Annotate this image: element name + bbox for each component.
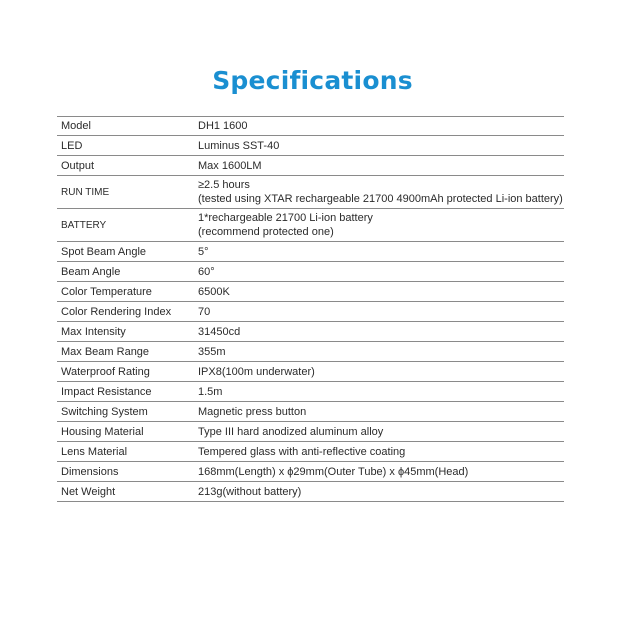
spec-value-line: DH1 1600: [198, 120, 248, 132]
spec-value: [198, 325, 564, 339]
spec-value: [198, 305, 564, 319]
spec-value: [198, 139, 564, 153]
spec-value-line: Magnetic press button: [198, 405, 307, 418]
spec-value-line: 60°: [198, 265, 215, 278]
spec-label: LED: [61, 139, 83, 152]
table-row-run-time: [57, 176, 564, 209]
spec-label: Dimensions: [61, 465, 119, 478]
spec-value-line: 5°: [198, 245, 209, 258]
table-row-impact-resistance: [57, 382, 564, 402]
table-row-max-intensity: [57, 322, 564, 342]
table-row-battery: [57, 209, 564, 242]
table-row-color-rendering-index: [57, 302, 564, 322]
spec-label: Max Intensity: [61, 325, 126, 338]
spec-label: Waterproof Rating: [61, 365, 150, 378]
spec-label: Net Weight: [61, 485, 116, 498]
spec-value-line: Type III hard anodized aluminum alloy: [198, 425, 384, 438]
spec-value-line: Luminus SST-40: [198, 139, 280, 152]
spec-label: RUN TIME: [61, 186, 110, 198]
spec-value: [198, 345, 564, 359]
spec-value: [198, 485, 564, 499]
spec-value-line: Tempered glass with anti-reflective coating: [198, 445, 406, 458]
table-row-dimensions: [57, 462, 564, 482]
spec-label: Color Temperature: [61, 285, 152, 298]
table-row-waterproof-rating: [57, 362, 564, 382]
table-row-housing-material: [57, 422, 564, 442]
spec-value-line: Max 1600LM: [198, 159, 262, 172]
spec-value: [198, 159, 564, 173]
table-row-net-weight: [57, 482, 564, 502]
spec-value-line: 1.5m: [198, 385, 223, 398]
spec-value-line: (tested using XTAR rechargeable 21700 4900mAh protected Li-ion battery): [198, 193, 563, 205]
spec-value: [198, 285, 564, 299]
spec-value: [198, 265, 564, 279]
spec-label: Color Rendering Index: [61, 305, 172, 318]
spec-label: Beam Angle: [61, 265, 121, 278]
spec-value: [198, 119, 564, 133]
spec-label: BATTERY: [61, 219, 107, 231]
spec-value-line: 213g(without battery): [198, 485, 302, 498]
spec-label: Max Beam Range: [61, 345, 150, 358]
spec-value-line: ≥2.5 hours: [198, 179, 250, 191]
spec-label: Switching System: [61, 405, 148, 418]
spec-value: [198, 405, 564, 419]
spec-value: [198, 425, 564, 439]
spec-label: Model: [61, 120, 91, 132]
spec-table: [57, 116, 564, 502]
table-row-color-temperature: [57, 282, 564, 302]
spec-value-line: 1*rechargeable 21700 Li-ion battery: [198, 212, 373, 224]
spec-value-line: 6500K: [198, 285, 230, 298]
spec-value-line: 168mm(Length) x ϕ29mm(Outer Tube) x ϕ45mm(Head): [198, 465, 469, 478]
spec-value: [198, 385, 564, 399]
spec-value: [198, 365, 564, 379]
spec-value-line: 31450cd: [198, 325, 241, 338]
table-row-led: [57, 136, 564, 156]
spec-label: Spot Beam Angle: [61, 245, 147, 258]
table-row-max-beam-range: [57, 342, 564, 362]
spec-value: [198, 178, 564, 206]
spec-value-line: IPX8(100m underwater): [198, 365, 315, 378]
table-row-model: [57, 116, 564, 136]
table-row-lens-material: [57, 442, 564, 462]
spec-value: [198, 245, 564, 259]
spec-value-line: (recommend protected one): [198, 226, 334, 238]
spec-label: Output: [61, 159, 95, 172]
table-row-switching-system: [57, 402, 564, 422]
spec-value: [198, 445, 564, 459]
spec-label: Lens Material: [61, 445, 128, 458]
spec-value-line: 70: [198, 305, 211, 318]
table-row-spot-beam-angle: [57, 242, 564, 262]
table-row-beam-angle: [57, 262, 564, 282]
spec-value-line: 355m: [198, 345, 226, 358]
page-title: Specifications: [212, 66, 413, 95]
spec-value: [198, 465, 564, 479]
spec-label: Impact Resistance: [61, 385, 152, 398]
table-row-output: [57, 156, 564, 176]
spec-label: Housing Material: [61, 425, 144, 438]
spec-value: [198, 211, 564, 239]
